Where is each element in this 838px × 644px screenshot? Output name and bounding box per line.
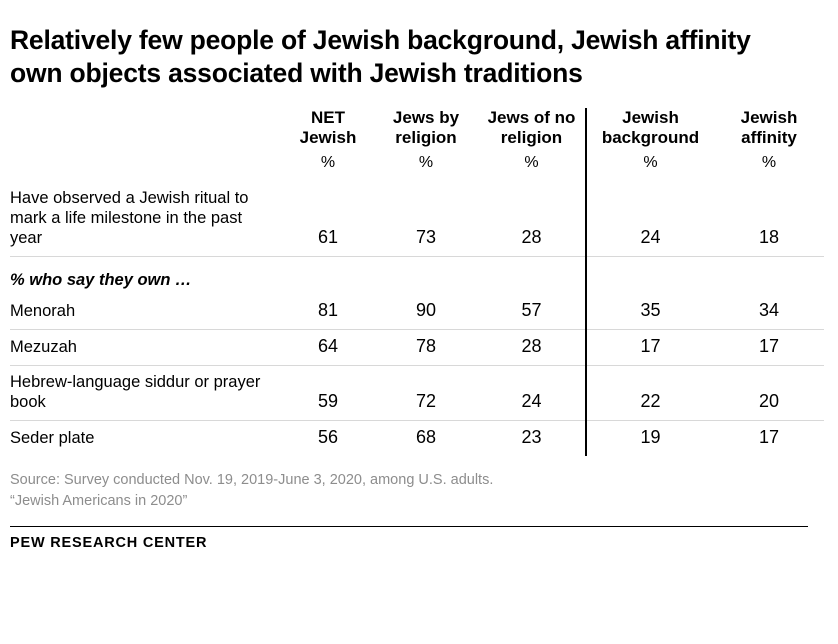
cell-net-jewish: 56 (317, 427, 339, 448)
footer-divider (10, 526, 808, 527)
table-header (10, 108, 824, 182)
cell-jewish-background: 35 (586, 294, 714, 330)
subhead-spacer-4 (586, 257, 714, 295)
subhead-spacer-3 (478, 257, 586, 295)
cell-jews-by-religion: 72 (374, 366, 478, 421)
cell-jews-by-religion: 90 (374, 294, 478, 330)
cell-jewish-background: 17 (586, 330, 714, 366)
units-jews-of-no-religion: % (524, 153, 539, 171)
cell-jewish-affinity: 18 (714, 182, 824, 257)
table-row (10, 421, 824, 457)
subhead-spacer-1 (282, 257, 374, 295)
table-row (10, 366, 824, 421)
source-line-1: Source: Survey conducted Nov. 19, 2019-June 3, 2020, among U.S. adults. (10, 472, 494, 489)
cell-jewish-affinity: 34 (714, 294, 824, 330)
cell-jewish-background: 22 (586, 366, 714, 421)
cell-jews-of-no-religion: 57 (478, 294, 586, 330)
row-label: Seder plate (10, 429, 95, 448)
header-blank (10, 108, 282, 152)
subhead-spacer-5 (714, 257, 824, 295)
subhead-label: % who say they own … (10, 271, 192, 290)
source-line-2: “Jewish Americans in 2020” (10, 493, 188, 510)
column-header-line2: background (601, 127, 700, 147)
column-header-line1: NET (311, 107, 345, 127)
units-blank (10, 152, 282, 182)
cell-net-jewish: 81 (282, 294, 374, 330)
row-label: Menorah (10, 294, 282, 330)
column-header-net-jewish (282, 108, 374, 152)
column-header-line1: Jewish (740, 107, 798, 127)
data-table (10, 108, 824, 457)
table-row (10, 294, 824, 330)
table-body (10, 182, 824, 457)
cell-jews-of-no-religion: 23 (521, 427, 542, 448)
subhead-spacer-2 (374, 257, 478, 295)
cell-jewish-affinity: 17 (758, 427, 780, 448)
column-header-jewish-background (586, 108, 714, 152)
column-header-line1: Jewish (622, 107, 679, 127)
cell-jews-by-religion: 78 (374, 330, 478, 366)
cell-net-jewish: 61 (282, 182, 374, 257)
column-header-jewish-affinity (714, 108, 824, 152)
table-row (10, 330, 824, 366)
column-header-line1: Jews by (392, 107, 460, 127)
cell-jews-of-no-religion: 24 (478, 366, 586, 421)
cell-jews-of-no-religion: 28 (478, 182, 586, 257)
units-jewish-affinity: % (761, 153, 777, 171)
cell-jews-by-religion: 73 (374, 182, 478, 257)
table-header-row (10, 108, 824, 152)
row-label: Have observed a Jewish ritual to mark a life milestone in the past year (10, 182, 282, 257)
units-net-jewish: % (320, 153, 336, 171)
footer (10, 470, 808, 551)
column-header-line2: affinity (741, 127, 797, 147)
column-header-line2: religion (500, 127, 563, 147)
cell-jewish-background: 24 (586, 182, 714, 257)
table-subhead-row (10, 257, 824, 295)
row-label: Mezuzah (10, 330, 282, 366)
units-jewish-background: % (586, 152, 714, 182)
cell-jews-of-no-religion: 28 (478, 330, 586, 366)
cell-jews-by-religion: 68 (415, 427, 437, 448)
units-jews-by-religion: % (418, 153, 434, 171)
column-header-line2: Jewish (299, 127, 357, 147)
cell-jewish-affinity: 20 (714, 366, 824, 421)
brand-label: PEW RESEARCH CENTER (10, 535, 208, 552)
column-header-line1: Jews of no (487, 107, 576, 127)
column-header-jews-of-no-religion (478, 108, 586, 152)
cell-jewish-affinity: 17 (714, 330, 824, 366)
column-header-line2: religion (395, 127, 457, 147)
table-units-row (10, 152, 824, 182)
cell-net-jewish: 59 (282, 366, 374, 421)
table-row (10, 182, 824, 257)
row-label: Hebrew-language siddur or prayer book (10, 366, 282, 421)
cell-jewish-background: 19 (586, 421, 714, 457)
page-title: Relatively few people of Jewish background, Jewish affinity own objects associated with Jewish traditions (10, 25, 751, 88)
column-header-jews-by-religion (374, 108, 478, 152)
cell-net-jewish: 64 (282, 330, 374, 366)
